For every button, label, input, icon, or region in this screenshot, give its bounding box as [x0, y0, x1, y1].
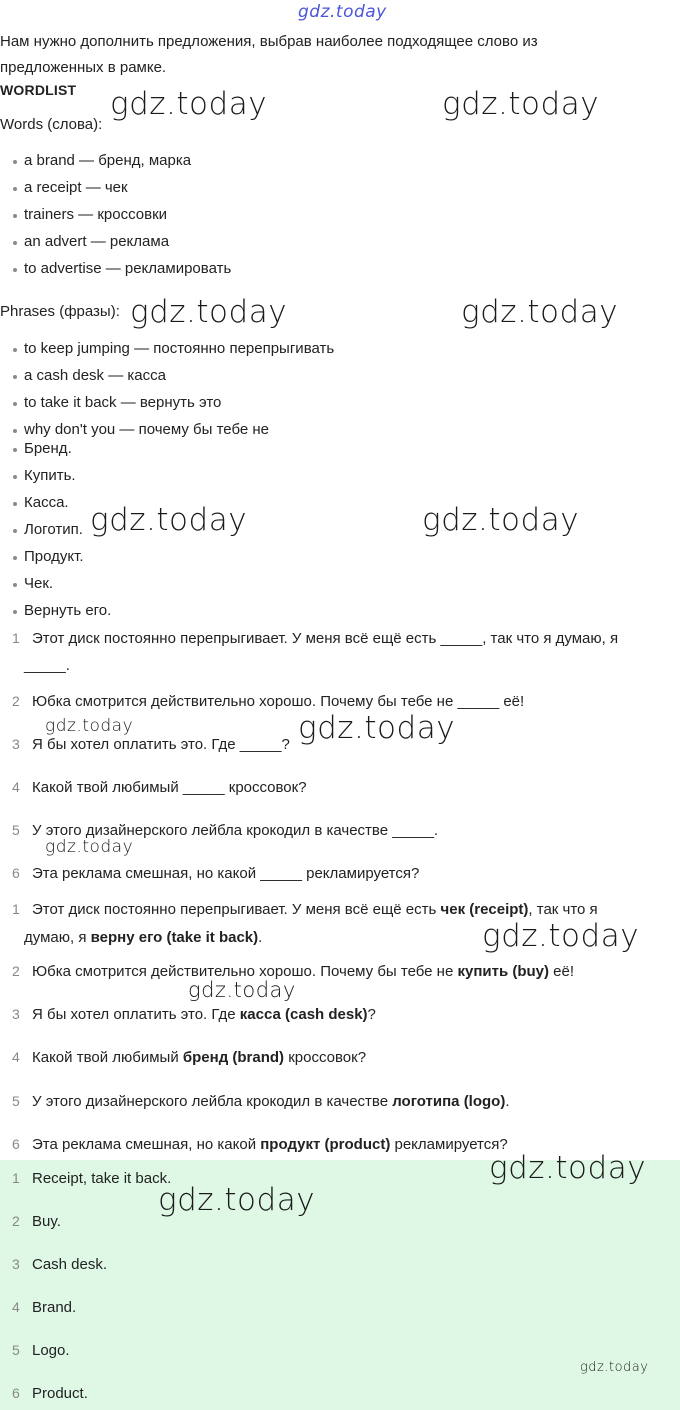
phrases-label: Phrases (фразы): [0, 303, 120, 320]
watermark: gdz.today [482, 918, 640, 954]
answer-text: Brand. [32, 1299, 77, 1316]
list-item: a receipt — чек [0, 174, 231, 201]
list-item: an advert — реклама [0, 228, 231, 255]
item-number: 3 [12, 1256, 20, 1272]
filled-sentence: Эта реклама смешная, но какой продукт (product) рекламируется? [32, 1136, 508, 1153]
list-item: a cash desk — касса [0, 362, 334, 389]
filled-sentence: Юбка смотрится действительно хорошо. Почему бы тебе не купить (buy) её! [32, 963, 575, 980]
watermark: gdz.today [158, 1182, 316, 1218]
intro-text: Нам нужно дополнить предложения, выбрав наиболее подходящее слово из предложенных в рамке. [0, 33, 538, 76]
answer-text: Receipt, take it back. [32, 1170, 172, 1187]
watermark: gdz.today [188, 978, 296, 1002]
watermark: gdz.today [45, 716, 134, 736]
watermark: gdz.today [489, 1150, 647, 1186]
watermark: gdz.today [110, 86, 268, 122]
words-label: Words (слова): [0, 116, 103, 133]
list-item: a brand — бренд, марка [0, 147, 231, 174]
list-item: Логотип. [0, 516, 111, 543]
list-item: Вернуть его. [0, 597, 111, 624]
gap-sentence-cont: _____. [24, 657, 70, 674]
watermark: gdz.today [45, 837, 134, 857]
item-number: 6 [12, 1385, 20, 1401]
watermark: gdz.today [442, 86, 600, 122]
phrases-list [0, 335, 334, 443]
item-number: 4 [12, 1299, 20, 1315]
list-item: to advertise — рекламировать [0, 255, 231, 282]
item-number: 4 [12, 1049, 20, 1065]
answer-text: Product. [32, 1385, 88, 1402]
answer-text: Logo. [32, 1342, 70, 1359]
item-number: 4 [12, 779, 20, 795]
filled-sentence: Я бы хотел оплатить это. Где касса (cash desk)? [32, 1006, 376, 1023]
list-item: Касса. [0, 489, 111, 516]
item-number: 6 [12, 1136, 20, 1152]
gap-sentence: Юбка смотрится действительно хорошо. Почему бы тебе не _____ её! [32, 693, 525, 710]
item-number: 1 [12, 1170, 20, 1186]
wordlist-heading: WORDLIST [0, 82, 77, 98]
watermark: gdz.today [422, 502, 580, 538]
item-number: 2 [12, 1213, 20, 1229]
answer-text: Buy. [32, 1213, 61, 1230]
list-item: why don't you — почему бы тебе не [0, 416, 334, 443]
gap-sentence: Я бы хотел оплатить это. Где _____? [32, 736, 290, 753]
item-number: 3 [12, 1006, 20, 1022]
gap-sentence: Эта реклама смешная, но какой _____ рекламируется? [32, 865, 420, 882]
filled-sentence: Какой твой любимый бренд (brand) кроссовок? [32, 1049, 367, 1066]
watermark: gdz.today [130, 294, 288, 330]
list-item: Продукт. [0, 543, 111, 570]
filled-sentence: У этого дизайнерского лейбла крокодил в качестве логотипа (logo). [32, 1093, 510, 1110]
gap-sentence: У этого дизайнерского лейбла крокодил в качестве _____. [32, 822, 439, 839]
answers-panel [0, 1160, 680, 1410]
answer-text: Cash desk. [32, 1256, 108, 1273]
watermark: gdz.today [298, 710, 456, 746]
gap-sentence: Этот диск постоянно перепрыгивает. У меня всё ещё есть _____, так что я думаю, я [32, 630, 619, 647]
item-number: 2 [12, 963, 20, 979]
item-number: 5 [12, 1093, 20, 1109]
watermark: gdz.today [580, 1360, 649, 1375]
item-number: 1 [12, 630, 20, 646]
list-item: trainers — кроссовки [0, 201, 231, 228]
list-item: to take it back — вернуть это [0, 389, 334, 416]
item-number: 5 [12, 1342, 20, 1358]
list-item: to keep jumping — постоянно перепрыгивать [0, 335, 334, 362]
list-item: Купить. [0, 462, 111, 489]
watermark: gdz.today [90, 502, 248, 538]
item-number: 1 [12, 901, 20, 917]
watermark: gdz.today [461, 294, 619, 330]
filled-sentence-cont: думаю, я верну его (take it back). [24, 929, 263, 946]
watermark-top: gdz.today [298, 2, 387, 22]
gap-sentence: Какой твой любимый _____ кроссовок? [32, 779, 307, 796]
filled-sentence: Этот диск постоянно перепрыгивает. У меня всё ещё есть чек (receipt), так что я [32, 901, 598, 918]
list-item: Чек. [0, 570, 111, 597]
item-number: 6 [12, 865, 20, 881]
item-number: 5 [12, 822, 20, 838]
list-item: Бренд. [0, 435, 111, 462]
item-number: 2 [12, 693, 20, 709]
words-list [0, 147, 231, 282]
item-number: 3 [12, 736, 20, 752]
